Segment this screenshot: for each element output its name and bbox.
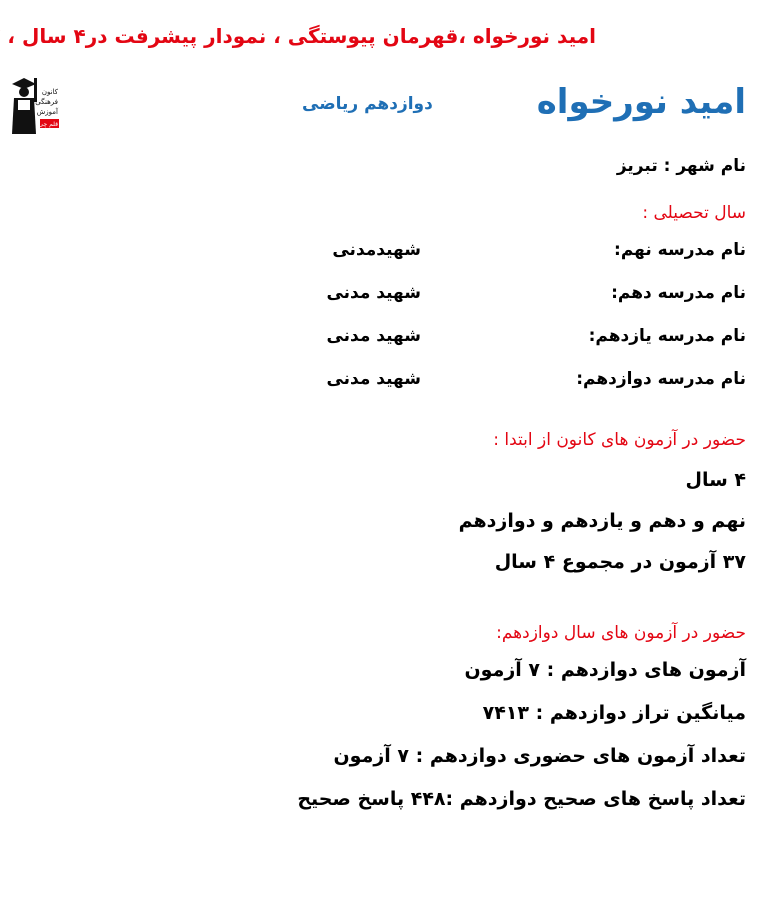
school-label: نام مدرسه نهم: [614,240,746,260]
school-label: نام مدرسه دوازدهم: [576,369,746,389]
school-value: شهید مدنی [326,326,421,346]
page-headline: امید نورخواه ،قهرمان پیوستگی ، نمودار پیشرفت در۴ سال ، [7,24,596,48]
academic-heading: سال تحصیلی : [642,203,746,223]
attendance-12-heading: حضور در آزمون های سال دوازدهم: [496,623,746,643]
attendance-all-heading: حضور در آزمون های کانون از ابتدا : [493,430,746,450]
student-field: دوازدهم ریاضی [302,94,433,114]
school-label: نام مدرسه یازدهم: [588,326,746,346]
school-value: شهیدمدنی [332,240,421,260]
attendance-12-item: میانگین تراز دوازدهم : ۷۴۱۳ [482,702,746,724]
school-value: شهید مدنی [326,369,421,389]
attendance-all-item: نهم و دهم و یازدهم و دوازدهم [458,510,746,532]
attendance-12-item: تعداد آزمون های حضوری دوازدهم : ۷ آزمون [333,745,746,767]
school-value: شهید مدنی [326,283,421,303]
student-name: امید نورخواه [536,82,746,122]
logo-line: آموزش [36,108,58,116]
logo-line: قلم چی [38,121,58,128]
logo-line: فرهنگی [35,98,58,106]
graduate-figure-icon [8,74,60,140]
school-label: نام مدرسه دهم: [611,283,746,303]
kanoon-logo [8,74,60,140]
attendance-all-item: ۴ سال [685,469,746,491]
logo-line: کانون [41,88,58,96]
attendance-all-item: ۳۷ آزمون در مجموع ۴ سال [494,551,746,573]
attendance-12-item: آزمون های دوازدهم : ۷ آزمون [464,659,746,681]
attendance-12-item: تعداد پاسخ های صحیح دوازدهم :۴۴۸ پاسخ صحیح [297,788,746,810]
city: نام شهر : تبریز [616,156,746,176]
